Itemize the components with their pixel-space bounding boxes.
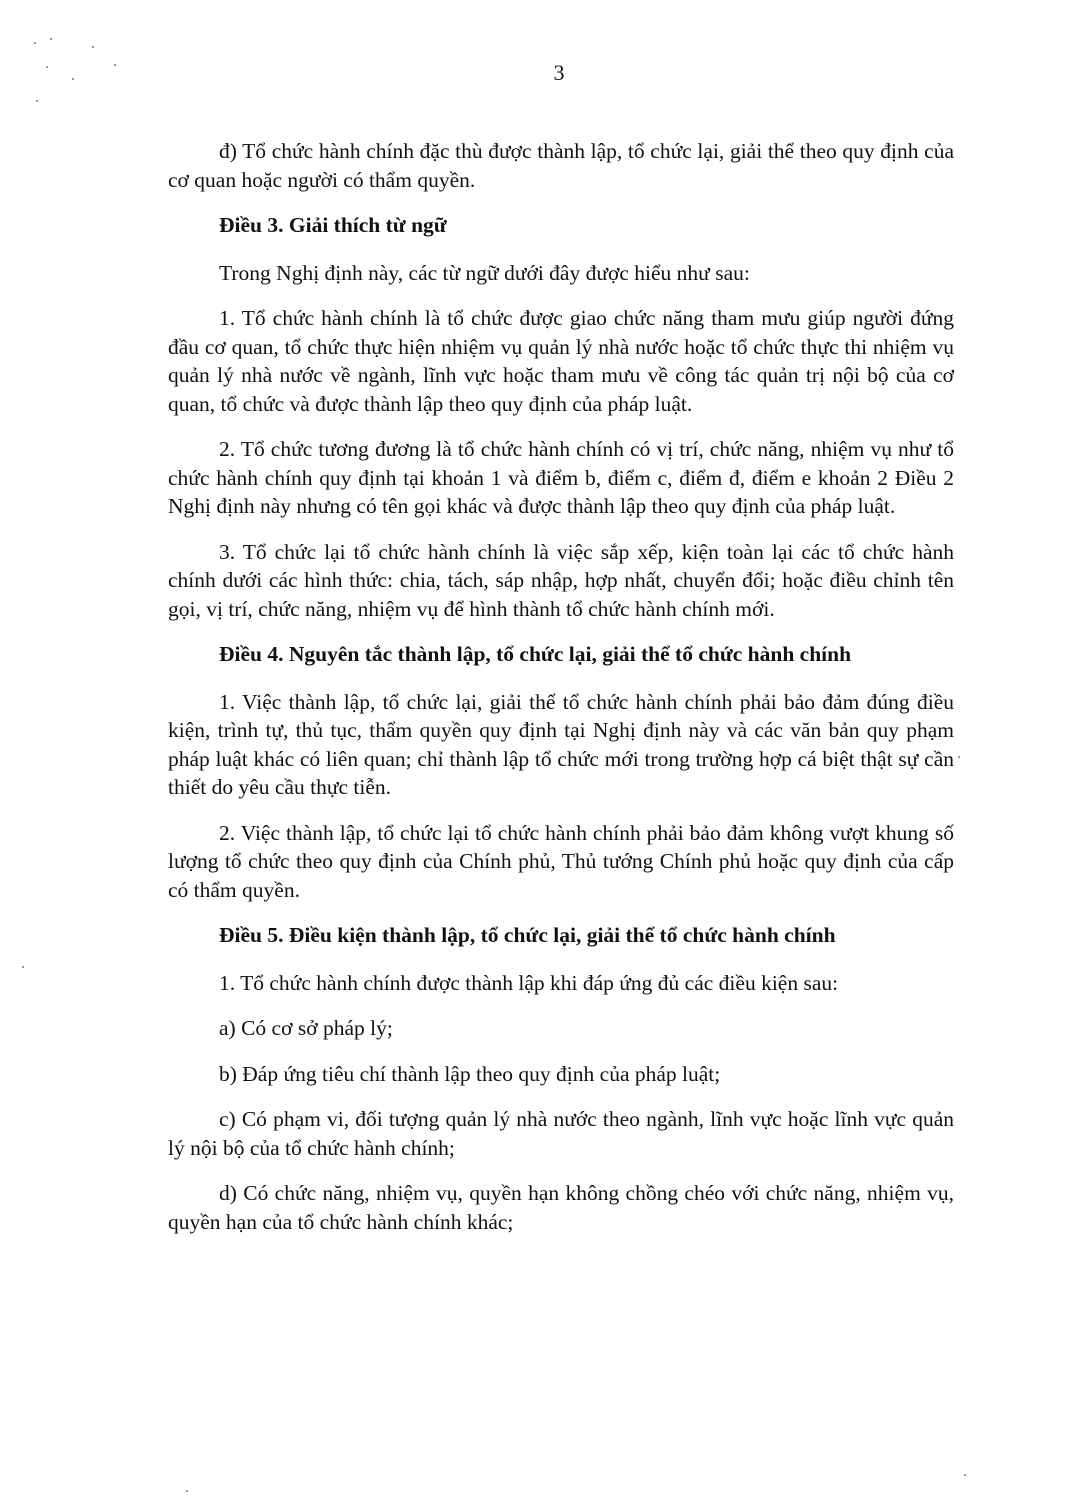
scan-speck (50, 38, 52, 40)
scan-speck (958, 756, 960, 758)
paragraph-intro-dieu-3: Trong Nghị định này, các từ ngữ dưới đây được hiểu như sau: (219, 260, 750, 285)
scan-speck (964, 1474, 966, 1476)
heading-dieu-5: Điều 5. Điều kiện thành lập, tổ chức lại, giải thể tổ chức hành chính (219, 923, 836, 947)
paragraph-dieu-3-khoan-3: 3. Tổ chức lại tổ chức hành chính là việc sắp xếp, kiện toàn lại các tổ chức hành chính dưới các hình thức: chia, tách, sáp nhập, hợp nhất, chuyển đổi; hoặc điều chỉnh tên gọi, vị trí, chức năng, nhiệm vụ để hình thành tổ chức hành chính mới. (168, 539, 954, 621)
paragraph-diem-dd: đ) Tổ chức hành chính đặc thù được thành lập, tổ chức lại, giải thể theo quy định của cơ quan hoặc người có thẩm quyền. (168, 139, 954, 192)
paragraph-diem-c: c) Có phạm vi, đối tượng quản lý nhà nước theo ngành, lĩnh vực hoặc lĩnh vực quản lý nội bộ của tổ chức hành chính; (168, 1107, 954, 1160)
scan-speck (186, 1490, 188, 1492)
scan-speck (92, 46, 94, 48)
heading-dieu-4: Điều 4. Nguyên tắc thành lập, tổ chức lại, giải thể tổ chức hành chính (219, 642, 852, 666)
paragraph-diem-d: d) Có chức năng, nhiệm vụ, quyền hạn không chồng chéo với chức năng, nhiệm vụ, quyền hạn của tổ chức hành chính khác; (168, 1181, 954, 1234)
paragraph-diem-a: a) Có cơ sở pháp lý; (219, 1016, 393, 1040)
paragraph-dieu-4-khoan-2: 2. Việc thành lập, tổ chức lại tổ chức hành chính phải bảo đảm không vượt khung số lượng tổ chức theo quy định của Chính phủ, Thủ tướng Chính phủ hoặc quy định của cấp có thẩm quyền. (168, 820, 954, 902)
paragraph-dieu-3-khoan-1: 1. Tổ chức hành chính là tổ chức được giao chức năng tham mưu giúp người đứng đầu cơ quan, tổ chức thực hiện nhiệm vụ quản lý nhà nước hoặc tổ chức thực thi nhiệm vụ quản lý nhà nước về ngành, lĩnh vực hoặc tham mưu về công tác quản trị nội bộ của cơ quan, tổ chức và được thành lập theo quy định của pháp luật. (168, 306, 954, 416)
scan-speck (22, 966, 24, 968)
scan-speck (34, 42, 36, 44)
page-number: 3 (553, 60, 565, 85)
paragraph-dieu-5-khoan-1: 1. Tổ chức hành chính được thành lập khi đáp ứng đủ các điều kiện sau: (219, 970, 839, 995)
paragraph-diem-b: b) Đáp ứng tiêu chí thành lập theo quy định của pháp luật; (219, 1061, 721, 1086)
paragraph-dieu-3-khoan-2: 2. Tổ chức tương đương là tổ chức hành chính có vị trí, chức năng, nhiệm vụ như tổ chức hành chính quy định tại khoản 1 và điểm b, điểm c, điểm đ, điểm e khoản 2 Điều 2 Nghị định này nhưng có tên gọi khác và được thành lập theo quy định của pháp luật. (168, 437, 954, 518)
document-body (168, 137, 954, 1253)
heading-dieu-3: Điều 3. Giải thích từ ngữ (219, 213, 447, 237)
scan-speck (36, 100, 38, 102)
paragraph-dieu-4-khoan-1: 1. Việc thành lập, tổ chức lại, giải thể tổ chức hành chính phải bảo đảm đúng điều kiện, trình tự, thủ tục, thẩm quyền quy định tại Nghị định này và các văn bản quy phạm pháp luật khác có liên quan; chỉ thành lập tổ chức mới trong trường hợp cá biệt thật sự cần thiết do yêu cầu thực tiễn. (168, 689, 954, 799)
